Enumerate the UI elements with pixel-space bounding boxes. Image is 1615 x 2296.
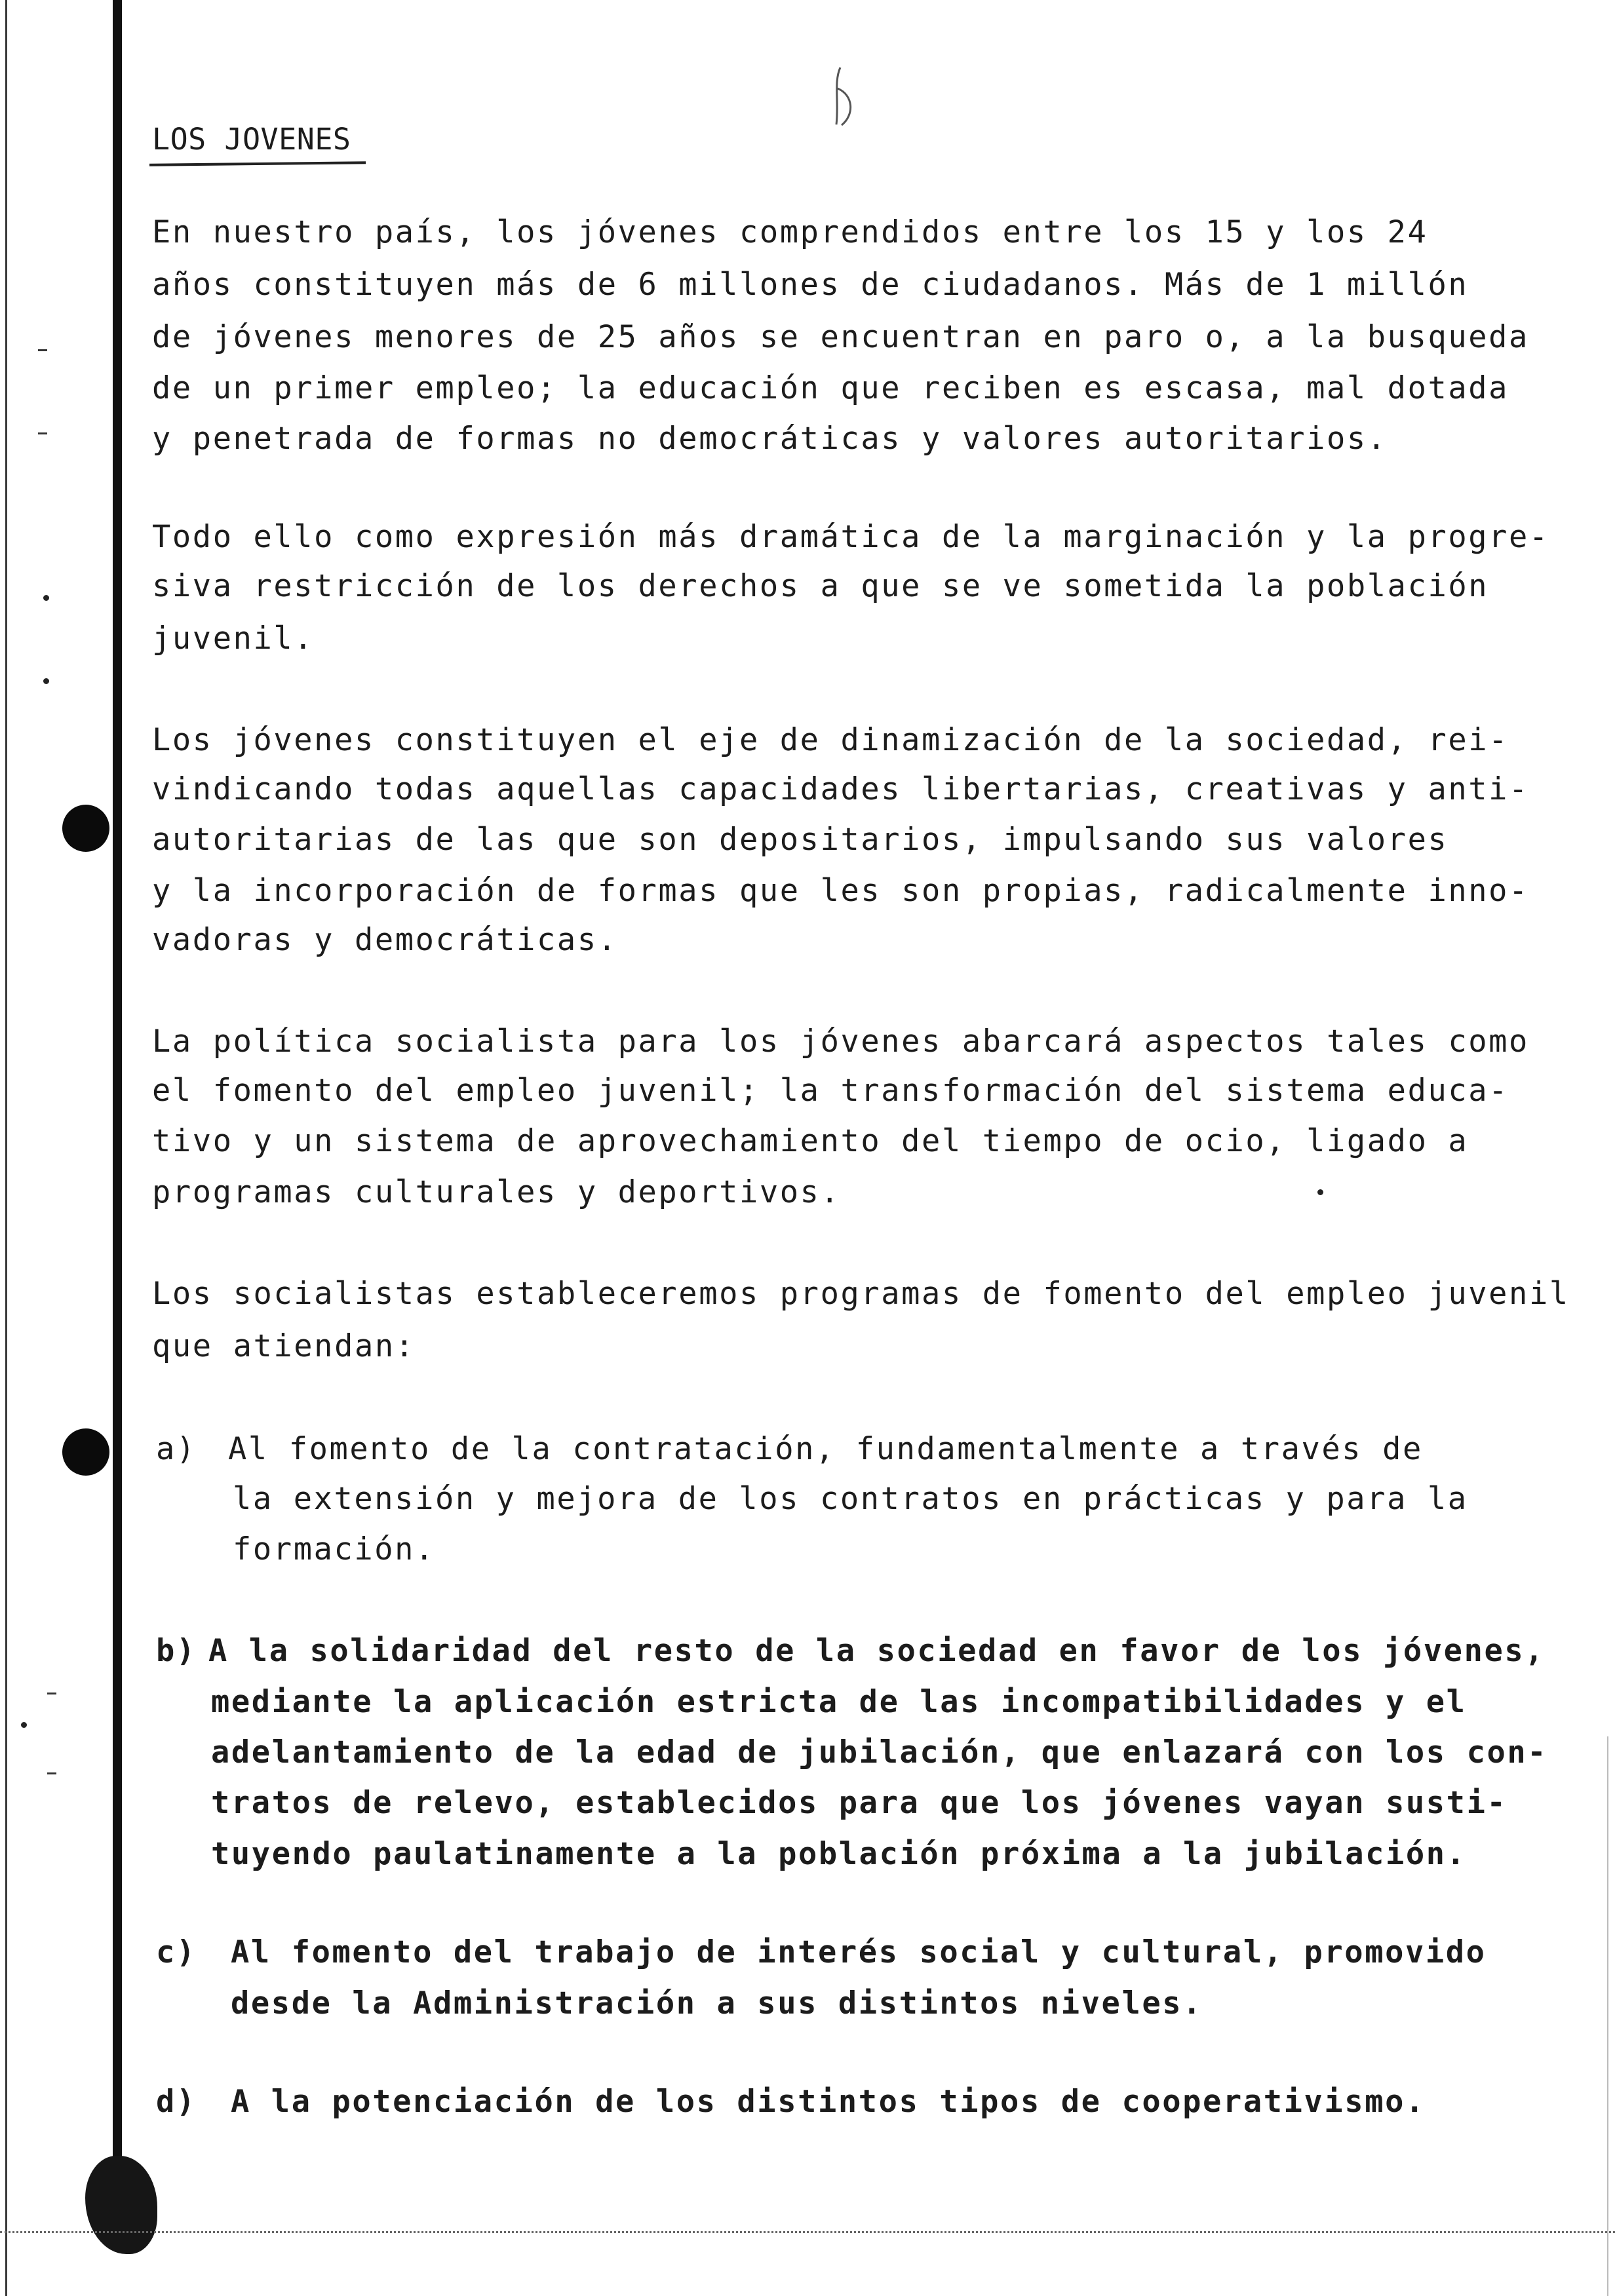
paragraph-line: En nuestro país, los jóvenes comprendidos entre los 15 y los 24 — [152, 214, 1428, 250]
list-item-line: tuyendo paulatinamente a la población próxima a la jubilación. — [211, 1836, 1467, 1872]
list-item-line: A la solidaridad del resto de la sociedad en favor de los jóvenes, — [208, 1633, 1546, 1669]
list-item-line: A la potenciación de los distintos tipos de cooperativismo. — [231, 2084, 1426, 2120]
paragraph-line: el fomento del empleo juvenil; la transformación del sistema educa- — [152, 1073, 1509, 1109]
paragraph-line: que atiendan: — [152, 1328, 416, 1364]
list-item-line: formación. — [233, 1531, 435, 1567]
paragraph-line: autoritarias de las que son depositarios, impulsando sus valores — [152, 822, 1449, 858]
scan-dash — [47, 1772, 56, 1774]
paragraph-line: programas culturales y deportivos. — [152, 1174, 841, 1210]
paragraph-line: Los jóvenes constituyen el eje de dinamización de la sociedad, rei- — [152, 722, 1509, 758]
list-item-line: la extensión y mejora de los contratos en prácticas y para la — [233, 1481, 1468, 1517]
scan-edge-line — [5, 0, 7, 2296]
punch-hole-top — [62, 805, 109, 852]
scan-dash — [38, 349, 47, 351]
paragraph-line: La política socialista para los jóvenes abarcará aspectos tales como — [152, 1024, 1529, 1060]
paragraph-line: Los socialistas estableceremos programas de fomento del empleo juvenil — [152, 1276, 1570, 1312]
paragraph-line: tivo y un sistema de aprovechamiento del tiempo de ocio, ligado a — [152, 1123, 1469, 1159]
paragraph-line: vadoras y democráticas. — [152, 922, 618, 958]
list-item-line: mediante la aplicación estricta de las incompatibilidades y el — [211, 1684, 1467, 1720]
list-marker: d) — [156, 2084, 197, 2120]
punch-hole-middle — [62, 1428, 109, 1476]
scan-dash — [47, 1693, 56, 1694]
title-underline — [149, 161, 366, 166]
list-item-line: tratos de relevo, establecidos para que los jóvenes vayan susti- — [211, 1785, 1508, 1821]
handwritten-mark-icon — [827, 62, 866, 141]
paragraph-line: de jóvenes menores de 25 años se encuentran en paro o, a la busqueda — [152, 319, 1529, 355]
paragraph-line: juvenil. — [152, 621, 315, 657]
list-item-line: desde la Administración a sus distintos niveles. — [231, 1985, 1203, 2021]
list-marker: c) — [156, 1934, 197, 1970]
paragraph-line: siva restricción de los derechos a que se ve sometida la población — [152, 568, 1489, 604]
binding-bar — [113, 0, 122, 2241]
scan-dash — [38, 432, 47, 434]
binding-blob — [85, 2156, 157, 2254]
scan-right-edge — [1607, 1736, 1608, 2296]
scan-dot — [21, 1722, 27, 1728]
list-marker: b) — [156, 1633, 197, 1669]
scan-dot — [1317, 1189, 1323, 1195]
paragraph-line: de un primer empleo; la educación que reciben es escasa, mal dotada — [152, 370, 1509, 406]
paragraph-line: y la incorporación de formas que les son propias, radicalmente inno- — [152, 873, 1529, 909]
list-item-line: adelantamiento de la edad de jubilación, que enlazará con los con- — [211, 1734, 1548, 1770]
page-title: LOS JOVENES — [152, 122, 351, 157]
list-marker: a) — [156, 1431, 197, 1467]
scan-dot — [43, 678, 49, 684]
list-item-line: Al fomento de la contratación, fundamentalmente a través de — [228, 1431, 1423, 1467]
list-item-line: Al fomento del trabajo de interés social y cultural, promovido — [231, 1934, 1487, 1970]
scan-dot — [43, 595, 49, 601]
scan-bottom-line — [0, 2231, 1615, 2233]
paragraph-line: y penetrada de formas no democráticas y valores autoritarios. — [152, 421, 1388, 457]
paragraph-line: Todo ello como expresión más dramática de la marginación y la progre- — [152, 519, 1549, 555]
paragraph-line: vindicando todas aquellas capacidades libertarias, creativas y anti- — [152, 771, 1529, 807]
paragraph-line: años constituyen más de 6 millones de ciudadanos. Más de 1 millón — [152, 267, 1469, 303]
